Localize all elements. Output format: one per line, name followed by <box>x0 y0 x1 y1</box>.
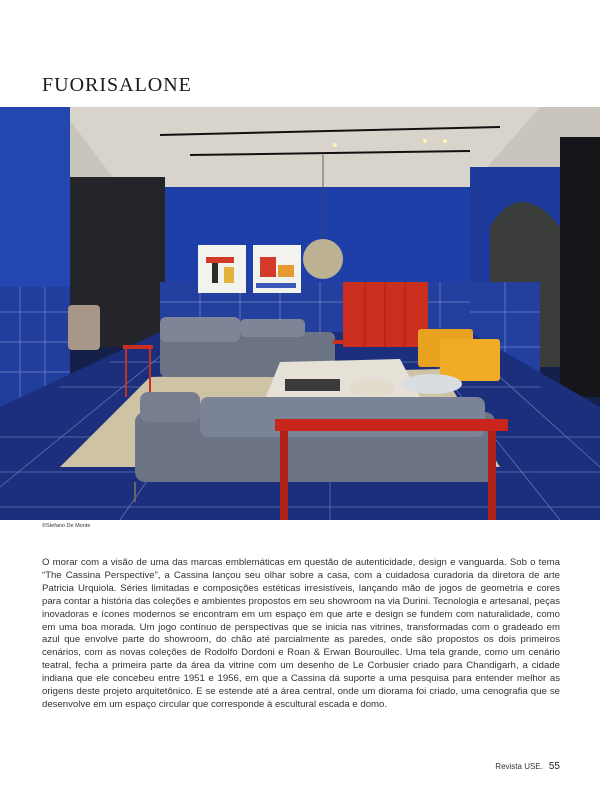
page-footer <box>495 761 560 772</box>
article-body: O morar com a visão de uma das marcas emblemáticas em questão de autenticidade, design e vanguarda. Sob o tema “The Cassina Perspective”, a Cassina lançou seu olhar sobre a casa, com a cuidadosa curadoria da diretora de arte Patricia Urquiola. Séries limitadas e composições estéticas irresistíveis, lançando mão de jogos de geometria e cores para contar a história das coleções e ambientes propostos em seu showroom na via Durini. Tecnologia e artesanal, peças inovadoras e ícones modernos se encontram em um espaço em que arte e design se fundem com naturalidade, como em uma boa morada. Um jogo contínuo de perspectivas que se inicia nas vitrines, transformadas com o gradeado em azul que envolve parte do showroom, do chão até parcialmente as paredes, onde são propostos os dois primeiros cenários, com as novas coleções de Rodolfo Dordoni e Roan & Erwan Bouroullec. Uma tela grande, como um cenário teatral, fecha a primeira parte da área da vitrine com um desenho de Le Corbusier criado para Chandigarh, a cidade indiana que ele concebeu entre 1951 e 1956, em que a Cassina dá suporte a uma pesquisa para entender melhor as origens deste projeto arquitetônico. E se estende até a área central, onde um diorama foi criado, uma cenografia que se desenvolve em um espaço circular que corresponde à escultural escada e domo. <box>42 557 560 710</box>
magazine-name: Revista USE. <box>495 762 543 771</box>
photo-credit: ©Stefano De Monte <box>42 523 91 529</box>
showroom-photo <box>0 107 600 520</box>
section-title: FUORISALONE <box>42 74 192 96</box>
page-number: 55 <box>548 761 560 772</box>
